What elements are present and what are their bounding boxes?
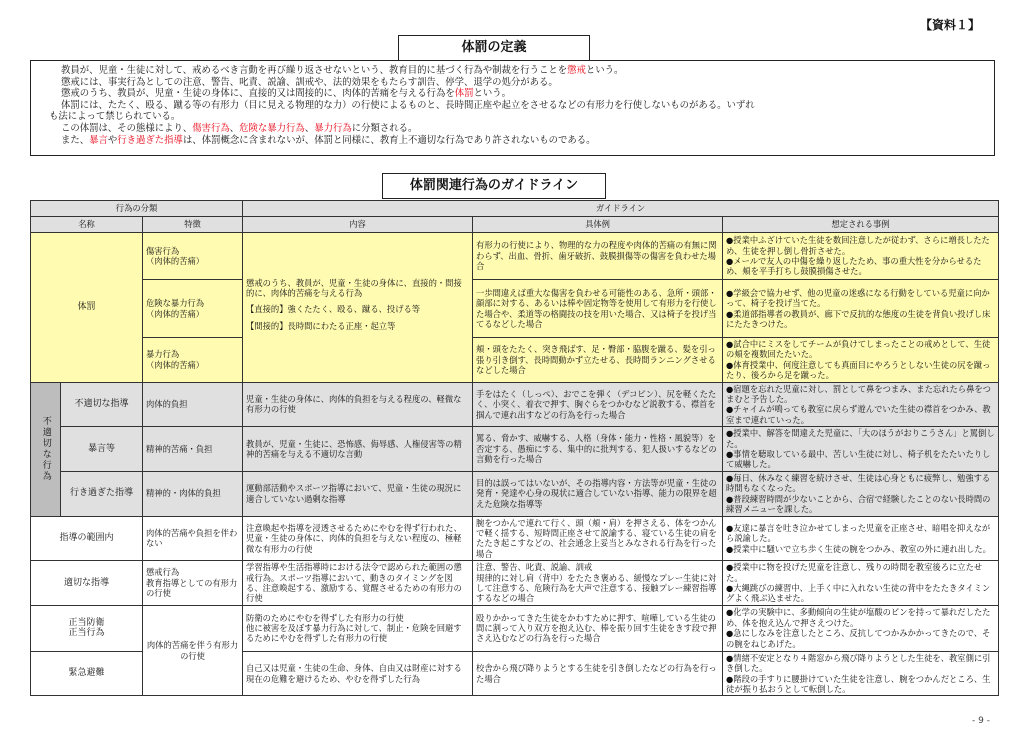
taibatsu-cases-1 bbox=[723, 233, 999, 280]
case-item: ●チャイムが鳴っても教室に戻らず遊んでいた生徒の襟首をつかみ、教室まで連れていった。 bbox=[726, 404, 991, 425]
other-cases-2 bbox=[723, 561, 999, 606]
futekisetsu-feature-2: 精神的苦痛・負担 bbox=[143, 427, 243, 472]
taibatsu-feature-1: 傷害行為 （肉体的苦痛） bbox=[143, 233, 243, 280]
definition-text: 教員が、児童・生徒に対して、戒めるべき言動を再び繰り返させないという、教育目的に基づく行為や制裁を行うことを bbox=[61, 65, 568, 76]
definition-text: この体罰は、その態様により、 bbox=[61, 122, 193, 134]
definition-line bbox=[49, 77, 984, 89]
definition-keyword: 傷害行為 bbox=[192, 122, 230, 134]
header-name: 名称 bbox=[31, 217, 143, 233]
case-item: ●階段の手すりに腰掛けていた生徒を注意し、腕をつかんだところ、生徒が振り払おうとして転倒した。 bbox=[726, 673, 991, 694]
taibatsu-name: 体罰 bbox=[31, 233, 143, 383]
case-item: ●学級会で協力せず、他の児童の迷惑になる行動をしている児童に向かって、椅子を投げ当てた。 bbox=[726, 287, 990, 309]
futekisetsu-example-3: 目的は誤ってはいないが、その指導内容・方法等が児童・生徒の発育・発達や心身の現状に適合していない指導、能力の限界を超えた危険な指導等 bbox=[473, 471, 723, 516]
other-name-1: 指導の範囲内 bbox=[31, 516, 143, 561]
futekisetsu-content-2: 教員が、児童・生徒に、恐怖感、侮辱感、人権侵害等の精神的苦痛を与える不適切な言動 bbox=[243, 427, 473, 472]
tail-content-2: 自己又は児童・生徒の生命、身体、自由又は財産に対する現在の危難を避けるため、やむを得ずした行為 bbox=[243, 651, 473, 696]
case-item: ●事情を聴取している最中、苦しい生徒に対し、椅子机をたたいたりして威嚇した。 bbox=[726, 449, 991, 470]
definition-keyword: 危険な暴力行為 bbox=[239, 122, 305, 134]
header-example: 具体例 bbox=[473, 217, 723, 233]
case-item: ●授業中ふざけていた生徒を数回注意したが従わず、さらに増長したため、生徒を押し倒し骨折させた。 bbox=[726, 235, 990, 256]
futekisetsu-group-label: 不適切な行為 bbox=[31, 382, 61, 516]
guideline-title: 体罰関連行為のガイドライン bbox=[382, 173, 606, 199]
definition-line bbox=[49, 100, 984, 112]
other-content-2: 学習指導や生活指導時における法令で認められた範囲の懲戒行為。スポーツ指導において、動きのタイミングを図る、注意喚起する、激励する、覚醒させるための有形力の行使 bbox=[243, 561, 473, 606]
tail-name-1: 正当防衛 正当行為 bbox=[31, 605, 143, 651]
taibatsu-content-line: 【間接的】長時間にわたる正座・起立等 bbox=[246, 320, 396, 331]
futekisetsu-cases-2 bbox=[723, 427, 999, 472]
other-content-1: 注意喚起や指導を浸透させるためにやむを得ず行われた、児童・生徒の身体に、肉体的負担を与えない程度の、極軽微な有形力の行使 bbox=[243, 516, 473, 561]
case-item: ●急にしなみを注意したところ、反抗してつかみかかってきたので、その腕をねじあげた。 bbox=[726, 628, 991, 649]
other-name-2: 適切な指導 bbox=[31, 561, 143, 606]
case-item: ●普段練習時間が少ないことから、合宿で経験したことのない長時間の練習メニューを課した。 bbox=[726, 493, 991, 515]
definition-box bbox=[30, 60, 995, 156]
definition-title: 体罰の定義 bbox=[398, 35, 590, 61]
definition-keyword: 暴力行為 bbox=[314, 122, 352, 134]
futekisetsu-example-2: 罵る、脅かす、威嚇する、人格（身体・能力・性格・風貌等）を否定する、愚痴にする、集中的に批判する、犯人扱いするなどの言動を行った場合 bbox=[473, 427, 723, 472]
case-item: ●授業中に物を投げた児童を注意し、残りの時間を教室後ろに立たせた。 bbox=[726, 562, 983, 583]
other-cases-1 bbox=[723, 516, 999, 561]
taibatsu-cases-3 bbox=[723, 338, 999, 383]
taibatsu-example-3: 頬・頭をたたく、突き飛ばす、足・臀部・脇腹を蹴る、髪を引っ張り引き倒す、長時間動かず立たせる、長時間ランニングさせるなどした場合 bbox=[473, 338, 723, 383]
definition-line bbox=[49, 65, 984, 77]
case-item: ●化学の実験中に、多動傾向の生徒が塩酸のビンを持って暴れだしたため、体を抱え込んで押さえつけた。 bbox=[726, 607, 991, 628]
futekisetsu-cases-1 bbox=[723, 382, 999, 427]
tail-cases-1 bbox=[723, 605, 999, 651]
page-number: - 9 - bbox=[972, 716, 990, 726]
other-example-2: 注意、警告、叱責、説諭、訓戒 規律的に対し肩（背中）をたたき褒める、緩慢なプレー生徒に対して注意する、危険行為を大声で注意する、接触プレー練習指導するなどの場合 bbox=[473, 561, 723, 606]
definition-text: 、 bbox=[304, 122, 315, 134]
case-item: ●柔道部指導者の教員が、廊下で反抗的な態度の生徒を背負い投げし床にたたきつけた。 bbox=[726, 308, 991, 329]
futekisetsu-example-1: 手をはたく（しっぺ）、おでこを弾く（デコピン）、尻を軽くたたく、小突く、着衣で押す、胸ぐらをつかむなど説教する、襟首を掴んで連れ出すなどの行為を行った場合 bbox=[473, 382, 723, 427]
case-item: ●メールで友人の中傷を繰り返したため、事の重大性を分からせるため、頬を平手打ちし鼓膜損傷させた。 bbox=[726, 256, 982, 277]
taibatsu-feature-2: 危険な暴力行為 （肉体的苦痛） bbox=[143, 280, 243, 338]
definition-line bbox=[49, 135, 984, 147]
taibatsu-content-line: 懲戒のうち、教員が、児童・生徒の身体に、直接的・間接的に、肉体的苦痛を与える行為 bbox=[246, 277, 462, 298]
taibatsu-cases-2 bbox=[723, 280, 999, 338]
case-item: ●試合中にミスをしてチームが負けてしまったことの戒めとして、生徒の頬を複数回たたいた。 bbox=[726, 339, 991, 360]
case-item: ●授業中に騒いで立ち歩く生徒の腕をつかみ、教室の外に連れ出した。 bbox=[726, 543, 991, 554]
case-item: ●情緒不安定となり４階窓から飛び降りようとした生徒を、教室側に引き倒した。 bbox=[726, 652, 991, 674]
definition-text: や bbox=[107, 134, 118, 146]
header-feature: 特徴 bbox=[143, 217, 243, 233]
tail-feature: 肉体的苦痛を伴う有形力の行使 bbox=[143, 605, 243, 696]
definition-text: も法によって禁じられている。 bbox=[49, 111, 181, 123]
definition-text: は、体罰概念に含まれないが、体罰と同様に、教育上不適切な行為であり許されないものである。 bbox=[182, 134, 596, 146]
definition-text: 懲戒のうち、教員が、児童・生徒の身体に、直接的又は間接的に、肉体的苦痛を与える行為を bbox=[61, 88, 455, 100]
definition-text: 懲戒には、事実行為としての注意、警告、叱責、説諭、訓戒や、法的効果をもたらす訓告、停学、退学の処分がある。 bbox=[61, 76, 558, 88]
definition-text: に分類される。 bbox=[351, 122, 418, 134]
futekisetsu-cases-3 bbox=[723, 471, 999, 516]
case-item: ●授業中、解答を間違えた児童に、「大のほうがおりこうさん」と罵倒した。 bbox=[726, 428, 995, 449]
other-feature-1: 肉体的苦痛や負担を伴わない bbox=[143, 516, 243, 561]
definition-line bbox=[49, 123, 984, 135]
guideline-table bbox=[30, 200, 999, 696]
other-example-1: 腕をつかんで連れて行く、頭（頬・肩）を押さえる、体をつかんで軽く揺する、短時間正座させて説諭する、寝ている生徒の肩をたたき起こすなどの、社会通念上妥当とみなされる行為を行った場合 bbox=[473, 516, 723, 561]
tail-name-2: 緊急避難 bbox=[31, 651, 143, 696]
taibatsu-example-2: 一歩間違えば重大な傷害を負わせる可能性のある、急所・頭部・顔部に対する、あるいは棒や固定物等を使用して有形力を行使した場合や、柔道等の格闘技の技を用いた場合、又は椅子を投げ当てるなどした場合 bbox=[473, 280, 723, 338]
futekisetsu-name-3: 行き過ぎた指導 bbox=[61, 471, 143, 516]
definition-keyword: 体罰 bbox=[454, 88, 474, 100]
case-item: ●宿題を忘れた児童に対し、罰として鼻をつまみ、また忘れたら鼻をつまむと予告した。 bbox=[726, 383, 991, 405]
header-guideline: ガイドライン bbox=[243, 201, 999, 217]
definition-line bbox=[49, 88, 984, 100]
definition-keyword: 行き過ぎた指導 bbox=[117, 134, 183, 146]
definition-text: また、 bbox=[61, 134, 90, 146]
taibatsu-content-line: 【直接的】強くたたく、殴る、蹴る、投げる等 bbox=[246, 304, 421, 315]
taibatsu-content bbox=[243, 233, 473, 383]
definition-text: という。 bbox=[585, 65, 624, 76]
header-expected-cases: 想定される事例 bbox=[723, 217, 999, 233]
definition-line bbox=[49, 111, 984, 123]
futekisetsu-feature-1: 肉体的負担 bbox=[143, 382, 243, 427]
case-item: ●友達に暴言を吐き泣かせてしまった児童を正座させ、暗唱を抑えながら説諭した。 bbox=[726, 522, 991, 544]
tail-example-1: 殴りかかってきた生徒をかわすために押す、喧嘩している生徒の間に割って入り双方を抱え込む、棒を振り回す生徒をきす段で押さえ込むなどの行為を行った場合 bbox=[473, 605, 723, 651]
header-content: 内容 bbox=[243, 217, 473, 233]
document-label: 【資料１】 bbox=[920, 18, 981, 32]
futekisetsu-name-1: 不適切な指導 bbox=[61, 382, 143, 427]
tail-example-2: 校舎から飛び降りようとする生徒を引き倒したなどの行為を行った場合 bbox=[473, 651, 723, 696]
case-item: ●毎日、休みなく練習を続けさせ、生徒は心身ともに疲弊し、勉強する時間もなくなった。 bbox=[726, 472, 991, 494]
futekisetsu-content-1: 児童・生徒の身体に、肉体的負担を与える程度の、軽微な有形力の行使 bbox=[243, 382, 473, 427]
definition-text: 体罰には、たたく、殴る、蹴る等の有形力（目に見える物理的な力）の行使によるものと、長時間正座や起立をさせるなどの有形力を行使しないものがある。いずれ bbox=[61, 99, 755, 111]
futekisetsu-name-2: 暴言等 bbox=[61, 427, 143, 472]
definition-text: という。 bbox=[473, 88, 512, 100]
definition-keyword: 懲戒 bbox=[567, 65, 586, 76]
case-item: ●体育授業中、何度注意しても真面目にやろうとしない生徒の尻を蹴ったり、後ろから足を蹴った。 bbox=[726, 359, 991, 381]
case-item: ●大縄跳びの練習中、上手く中に入れない生徒の背中をたたきタイミングよく飛ぶ込ませた。 bbox=[726, 582, 991, 604]
definition-text: 、 bbox=[229, 122, 240, 134]
futekisetsu-content-3: 運動部活動やスポーツ指導において、児童・生徒の現況に適合していない過剰な指導 bbox=[243, 471, 473, 516]
other-feature-2: 懲戒行為 教育指導としての有形力の行使 bbox=[143, 561, 243, 606]
taibatsu-feature-3: 暴力行為 （肉体的苦痛） bbox=[143, 338, 243, 383]
definition-keyword: 暴言 bbox=[89, 134, 108, 146]
header-classification: 行為の分類 bbox=[31, 201, 243, 217]
tail-content-1: 防衛のためにやむを得ずした有形力の行使 他に被害を及ぼす暴力行為に対して、制止・危険を回避するためにやむを得ずした有形力の行使 bbox=[243, 605, 473, 651]
futekisetsu-feature-3: 精神的・肉体的負担 bbox=[143, 471, 243, 516]
tail-cases-2 bbox=[723, 651, 999, 696]
taibatsu-example-1: 有形力の行使により、物理的な力の程度や肉体的苦痛の有無に関わらず、出血、骨折、歯牙破折、鼓膜損傷等の傷害を負わせた場合 bbox=[473, 233, 723, 280]
